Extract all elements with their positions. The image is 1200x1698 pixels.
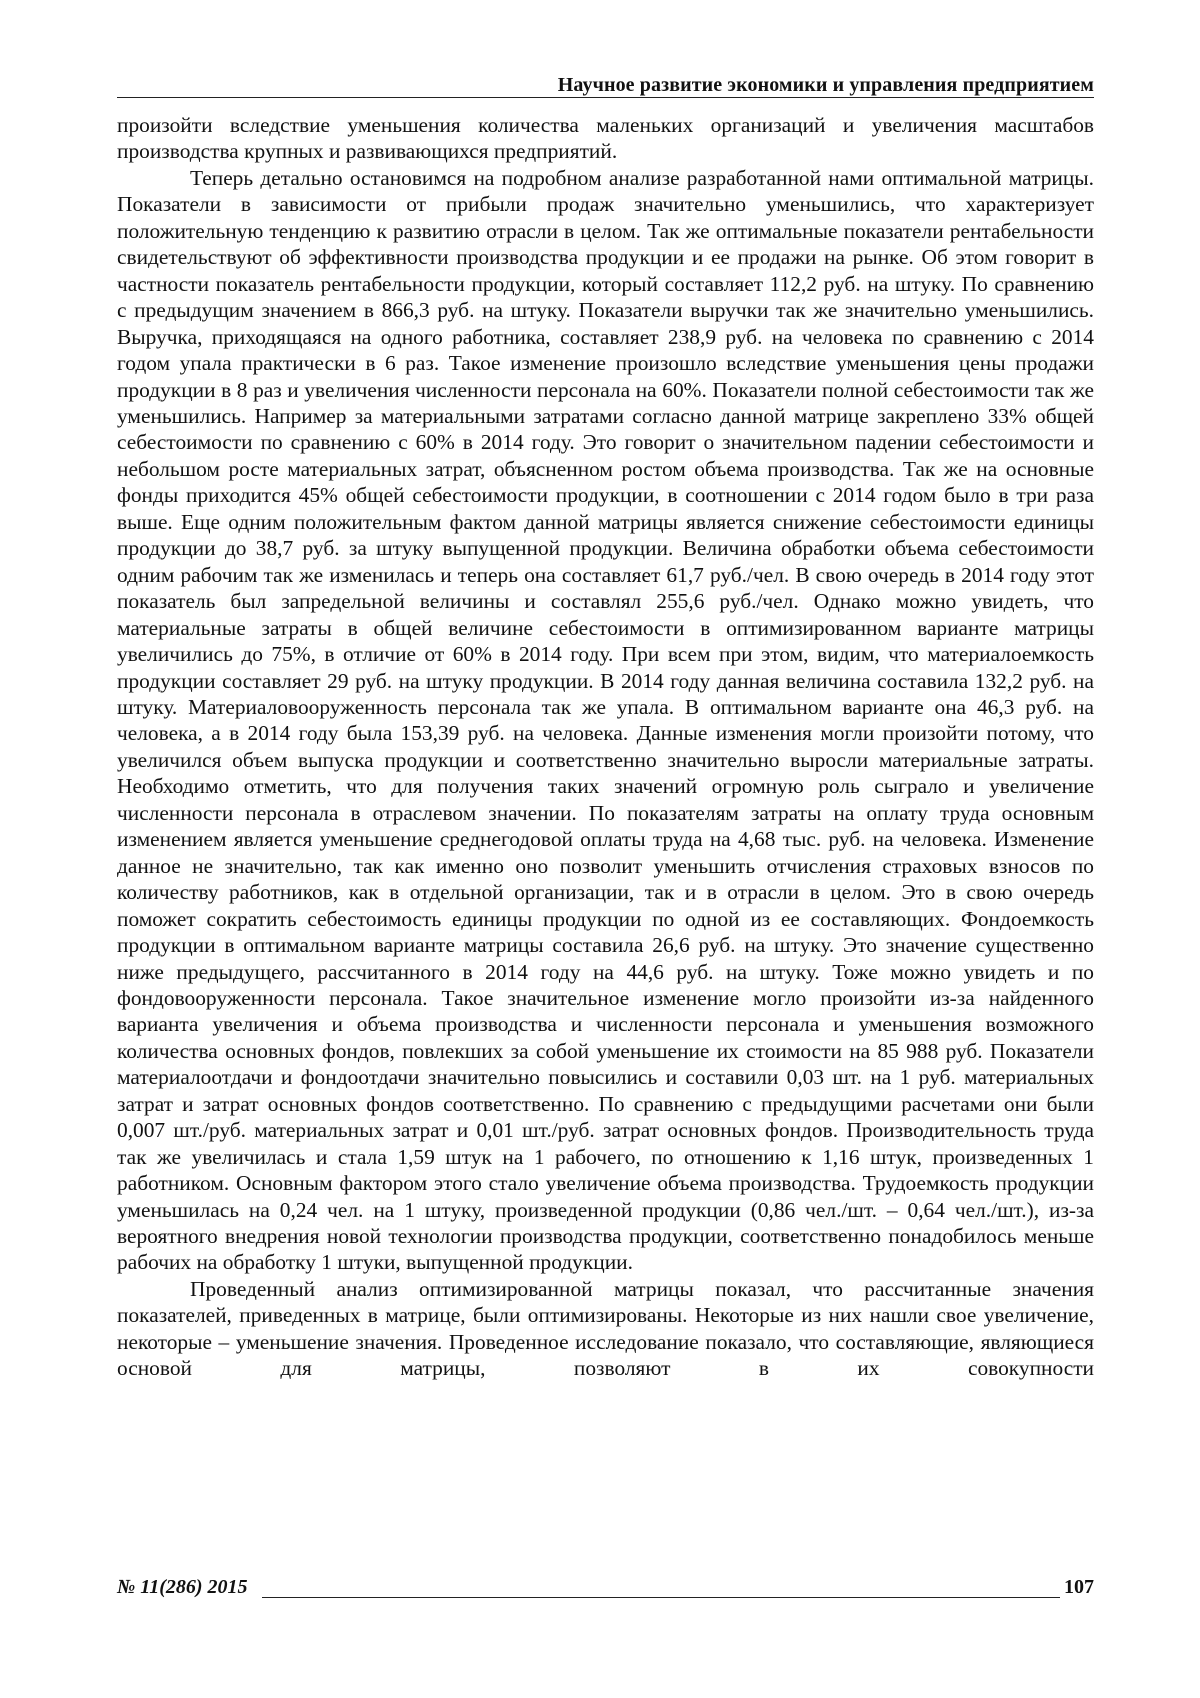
header-divider	[117, 97, 1094, 98]
paragraph-matrix-analysis: Теперь детально остановимся на подробном анализе разработанной нами оптимальной матрицы. Показатели в зависимости от прибыли продаж значительно уменьшились, что характеризует положительную тенденцию к развитию отрасли в целом. Так же оптимальные показатели рентабельности свидетельствуют об эффективности производства продукции и ее продажи на рынке. Об этом говорит в частности показатель рентабельности продукции, который составляет 112,2 руб. на штуку. По сравнению с предыдущим значением в 866,3 руб. на штуку. Показатели выручки так же значительно уменьшились. Выручка, приходящаяся на одного работника, составляет 238,9 руб. на человека по сравнению с 2014 годом упала практически в 6 раз. Такое изменение произошло вследствие уменьшения цены продажи продукции в 8 раз и увеличения численности персонала на 60%. Показатели полной себестоимости так же уменьшились. Например за материальными затратами согласно данной матрице закреплено 33% общей себестоимости по сравнению с 60% в 2014 году. Это говорит о значительном падении себестоимости и небольшом росте материальных затрат, объясненном ростом объема производства. Так же на основные фонды приходится 45% общей себестоимости продукции, в соотношении с 2014 годом было в три раза выше. Еще одним положительным фактом данной матрицы является снижение себестоимости единицы продукции до 38,7 руб. за штуку выпущенной продукции. Величина обработки объема себестоимости одним рабочим так же изменилась и теперь она составляет 61,7 руб./чел. В свою очередь в 2014 году этот показатель был запредельной величины и составлял 255,6 руб./чел. Однако можно увидеть, что материальные затраты в общей величине себестоимости в оптимизированном варианте матрицы увеличились до 75%, в отличие от 60% в 2014 году. При всем при этом, видим, что материалоемкость продукции составляет 29 руб. на штуку продукции. В 2014 году данная величина составила 132,2 руб. на штуку. Материаловооруженность персонала так же упала. В оптимальном варианте она 46,3 руб. на человека, а в 2014 году была 153,39 руб. на человека. Данные изменения могли произойти потому, что увеличился объем выпуска продукции и соответственно значительно выросли материальные затраты. Необходимо отметить, что для получения таких значений огромную роль сыграло и увеличение численности персонала в отраслевом значении. По показателям затраты на оплату труда основным изменением является уменьшение среднегодовой оплаты труда на 4,68 тыс. руб. на человека. Изменение данное не значительно, так как именно оно позволит уменьшить отчисления страховых взносов по количеству работников, как в отдельной организации, так и в отрасли в целом. Это в свою очередь поможет сократить себестоимость единицы продукции по одной из ее составляющих. Фондоемкость продукции в оптимальном варианте матрицы составила 26,6 руб. на штуку. Это значение существенно ниже предыдущего, рассчитанного в 2014 году на 44,6 руб. на штуку. Тоже можно увидеть и по фондовооруженности персонала. Такое значительное изменение могло произойти из-за найденного варианта увеличения и объема производства и численности персонала и уменьшения возможного количества основных фондов, повлекших за собой уменьшение их стоимости на 85 988 руб. Показатели материалоотдачи и фондоотдачи значительно повысились и составили 0,03 шт. на 1 руб. материальных затрат и затрат основных фондов соответственно. По сравнению с предыдущими расчетами они были 0,007 шт./руб. материальных затрат и 0,01 шт./руб. затрат основных фондов. Производительность труда так же увеличилась и стала 1,59 штук на 1 рабочего, по отношению к 1,16 штук, произведенных 1 работником. Основным фактором этого стало увеличение объема производства. Трудоемкость продукции уменьшилась на 0,24 чел. на 1 штуку, произведенной продукции (0,86 чел./шт. – 0,64 чел./шт.), из-за вероятного внедрения новой технологии производства продукции, соответственно понадобилось меньше рабочих на обработку 1 штуки, выпущенной продукции.	[117, 165, 1094, 1276]
article-body	[117, 112, 1094, 1382]
journal-header-title: Научное развитие экономики и управления предприятием	[558, 74, 1094, 97]
paragraph-conclusion: Проведенный анализ оптимизированной матрицы показал, что рассчитанные значения показателей, приведенных в матрице, были оптимизированы. Некоторые из них нашли свое увеличение, некоторые – уменьшение значения. Проведенное исследование показало, что составляющие, являющиеся основой для матрицы, позволяют в их совокупности	[117, 1276, 1094, 1382]
footer-page-number: 107	[1062, 1576, 1094, 1599]
footer-divider	[262, 1597, 1060, 1598]
footer-issue-number: № 11(286) 2015	[117, 1576, 252, 1599]
paragraph-continuation: произойти вследствие уменьшения количества маленьких организаций и увеличения масштабов производства крупных и развивающихся предприятий.	[117, 112, 1094, 165]
document-page	[0, 0, 1200, 1698]
